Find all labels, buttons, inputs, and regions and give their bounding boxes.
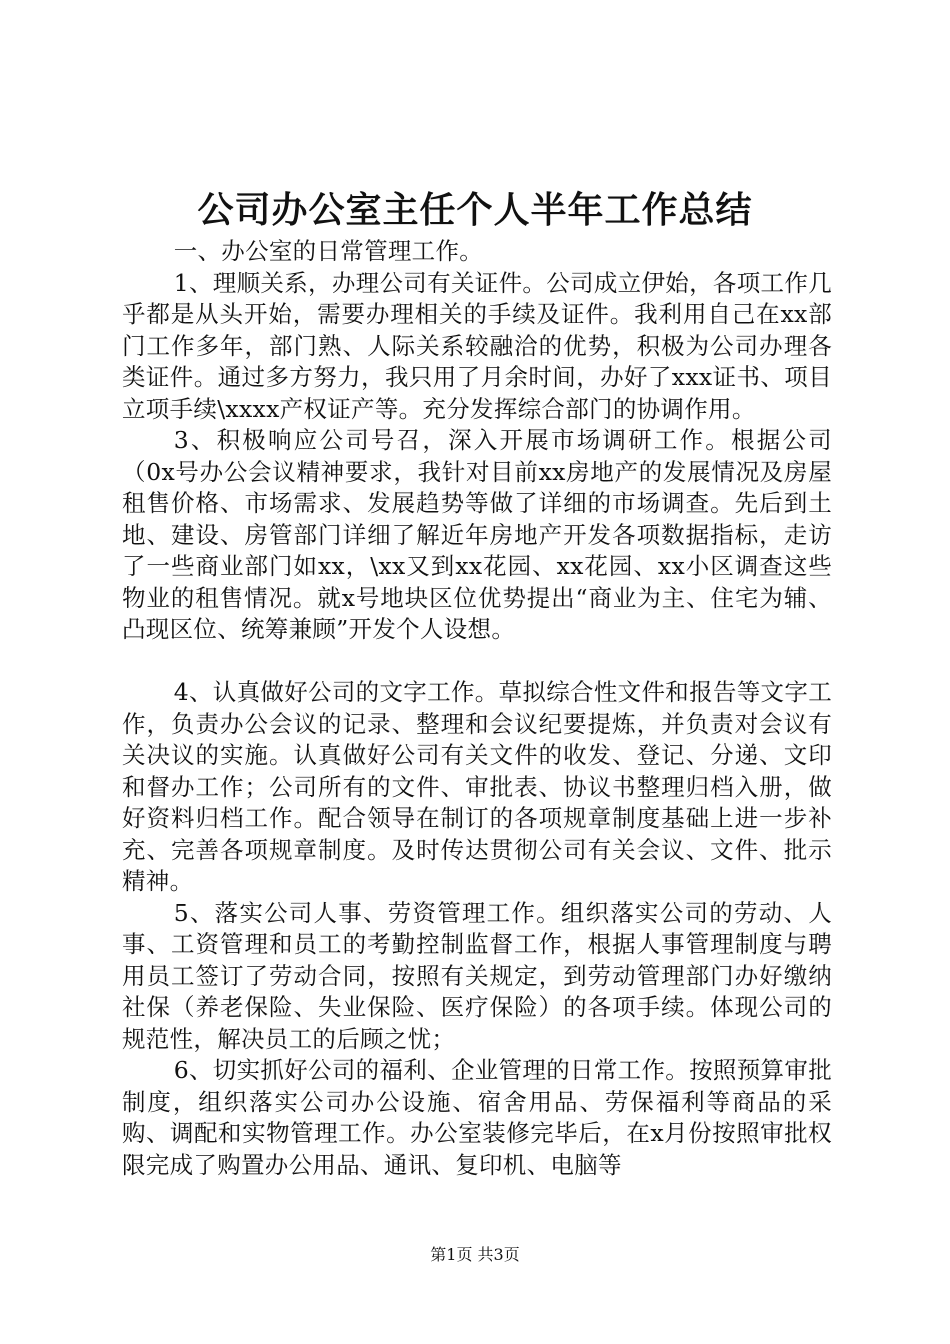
paragraph-item-6: 6、切实抓好公司的福利、企业管理的日常工作。按照预算审批制度，组织落实公司办公设施、宿舍用品、劳保福利等商品的采购、调配和实物管理工作。办公室装修完毕后，在x月份按照审批权限完成了购置办公用品、通讯、复印机、电脑等 <box>122 1056 832 1179</box>
paragraph-item-5: 5、落实公司人事、劳资管理工作。组织落实公司的劳动、人事、工资管理和员工的考勤控制监督工作，根据人事管理制度与聘用员工签订了劳动合同，按照有关规定，到劳动管理部门办好缴纳社保（养老保险、失业保险、医疗保险）的各项手续。体现公司的规范性，解决员工的后顾之忧； <box>122 898 832 1053</box>
page-footer: 第1页 共3页 <box>430 1245 520 1264</box>
section-heading: 一、办公室的日常管理工作。 <box>173 237 484 265</box>
paragraph-item-1: 1、理顺关系，办理公司有关证件。公司成立伊始，各项工作几乎都是从头开始，需要办理相关的手续及证件。我利用自己在xx部门工作多年，部门熟、人际关系较融洽的优势，积极为公司办理各类证件。通过多方努力，我只用了月余时间，办好了xxx证书、项目立项手续\xxxx产权证产等。充分发挥综合部门的协调作用。 <box>122 268 832 423</box>
document-title: 公司办公室主任个人半年工作总结 <box>197 189 753 231</box>
paragraph-item-4: 4、认真做好公司的文字工作。草拟综合性文件和报告等文字工作，负责办公会议的记录、整理和会议纪要提炼，并负责对会议有关决议的实施。认真做好公司有关文件的收发、登记、分递、文印和督办工作；公司所有的文件、审批表、协议书整理归档入册，做好资料归档工作。配合领导在制订的各项规章制度基础上进一步补充、完善各项规章制度。及时传达贯彻公司有关会议、文件、批示精神。 <box>122 678 832 895</box>
paragraph-spacer <box>122 646 832 678</box>
document-body <box>122 236 832 1181</box>
paragraph-item-3: 3、积极响应公司号召，深入开展市场调研工作。根据公司（0x号办公会议精神要求，我针对目前xx房地产的发展情况及房屋租售价格、市场需求、发展趋势等做了详细的市场调查。先后到土地、建设、房管部门详细了解近年房地产开发各项数据指标，走访了一些商业部门如xx，\xx又到xx花园、xx花园、xx小区调查这些物业的租售情况。就x号地块区位优势提出“商业为主、住宅为辅、凸现区位、统筹兼顾”开发个人设想。 <box>122 426 832 643</box>
